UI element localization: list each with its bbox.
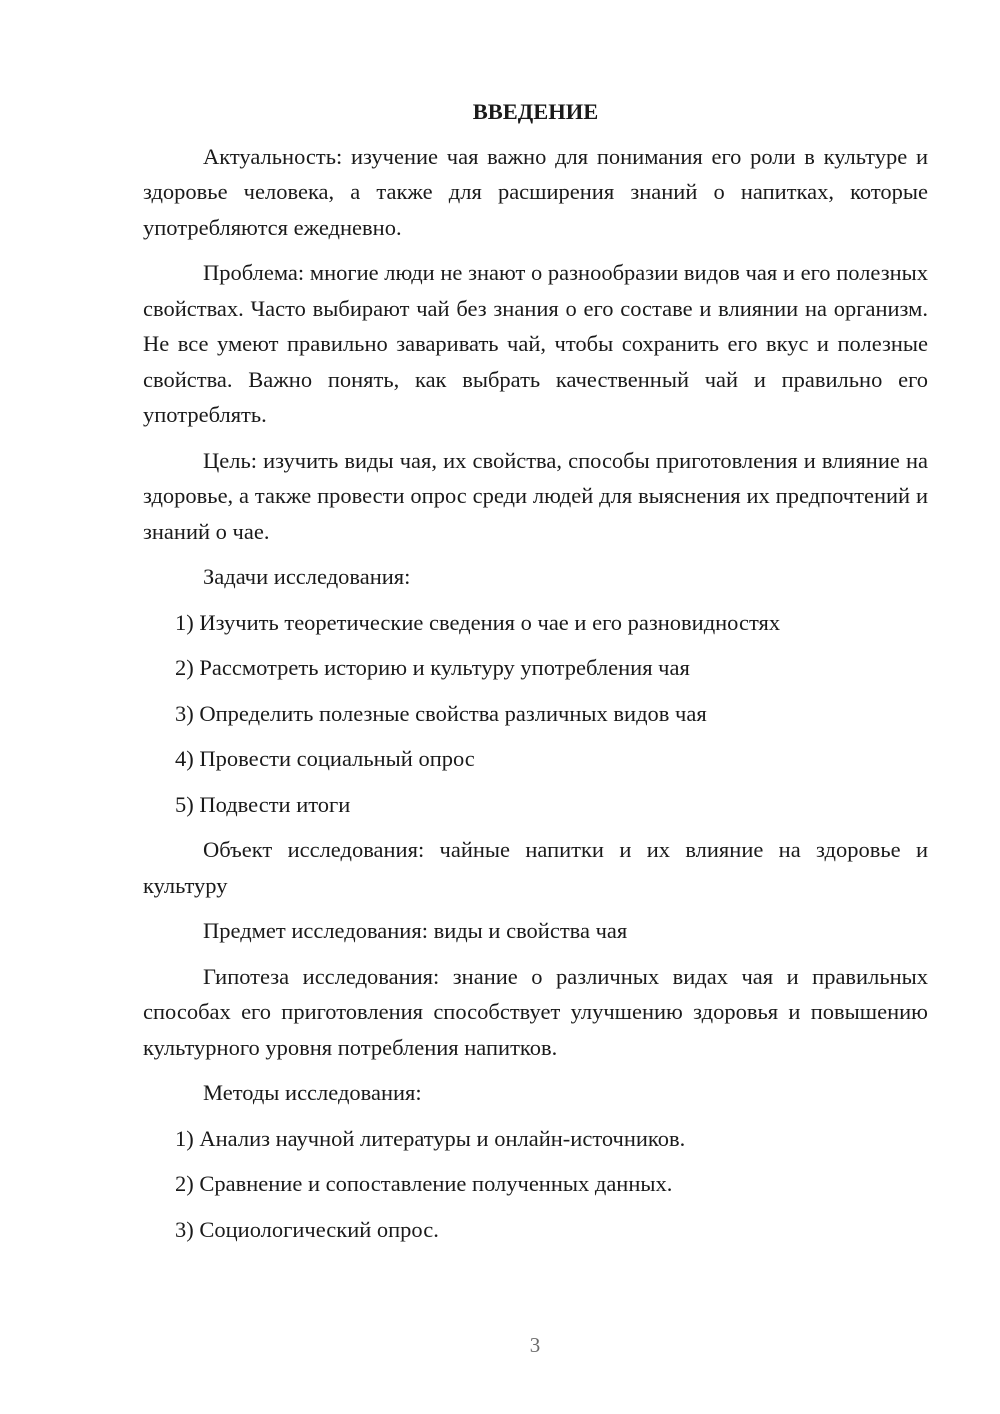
page-content [143, 94, 928, 1257]
tasks-heading: Задачи исследования: [203, 564, 411, 589]
task-item-5: 5) Подвести итоги [175, 791, 351, 817]
paragraph-goal: Цель: изучить виды чая, их свойства, способы приготовления и влияние на здоровье, а также провести опрос среди людей для выяснения их предпочтений и знаний о чае. [143, 447, 928, 544]
paragraph-hypothesis: Гипотеза исследования: знание о различных видах чая и правильных способах его приготовления способствует улучшению здоровья и повышению культурного уровня потребления напитков. [143, 963, 928, 1060]
page-title: ВВЕДЕНИЕ [472, 99, 599, 124]
task-item-1: 1) Изучить теоретические сведения о чае и его разновидностях [175, 609, 781, 635]
method-item-3: 3) Социологический опрос. [175, 1216, 439, 1242]
paragraph-subject: Предмет исследования: виды и свойства чая [203, 918, 628, 943]
paragraph-problem: Проблема: многие люди не знают о разнообразии видов чая и его полезных свойствах. Часто выбирают чай без знания о его составе и влиянии на организм. Не все умеют правильно заваривать чай, чтобы сохранить его вкус и полезные свойства. Важно понять, как выбрать качественный чай и правильно его употреблять. [143, 260, 928, 427]
paragraph-actuality: Актуальность: изучение чая важно для понимания его роли в культуре и здоровье человека, а также для расширения знаний о напитках, которые употребляются ежедневно. [143, 143, 928, 240]
method-item-2: 2) Сравнение и сопоставление полученных данных. [175, 1171, 673, 1196]
task-item-3: 3) Определить полезные свойства различных видов чая [175, 700, 707, 726]
task-item-4: 4) Провести социальный опрос [175, 746, 475, 771]
methods-heading: Методы исследования: [203, 1080, 422, 1105]
method-item-1: 1) Анализ научной литературы и онлайн-источников. [175, 1125, 686, 1151]
paragraph-object: Объект исследования: чайные напитки и их влияние на здоровье и культуру [143, 837, 928, 898]
page-number: 3 [529, 1333, 541, 1357]
task-item-2: 2) Рассмотреть историю и культуру употребления чая [175, 655, 690, 680]
